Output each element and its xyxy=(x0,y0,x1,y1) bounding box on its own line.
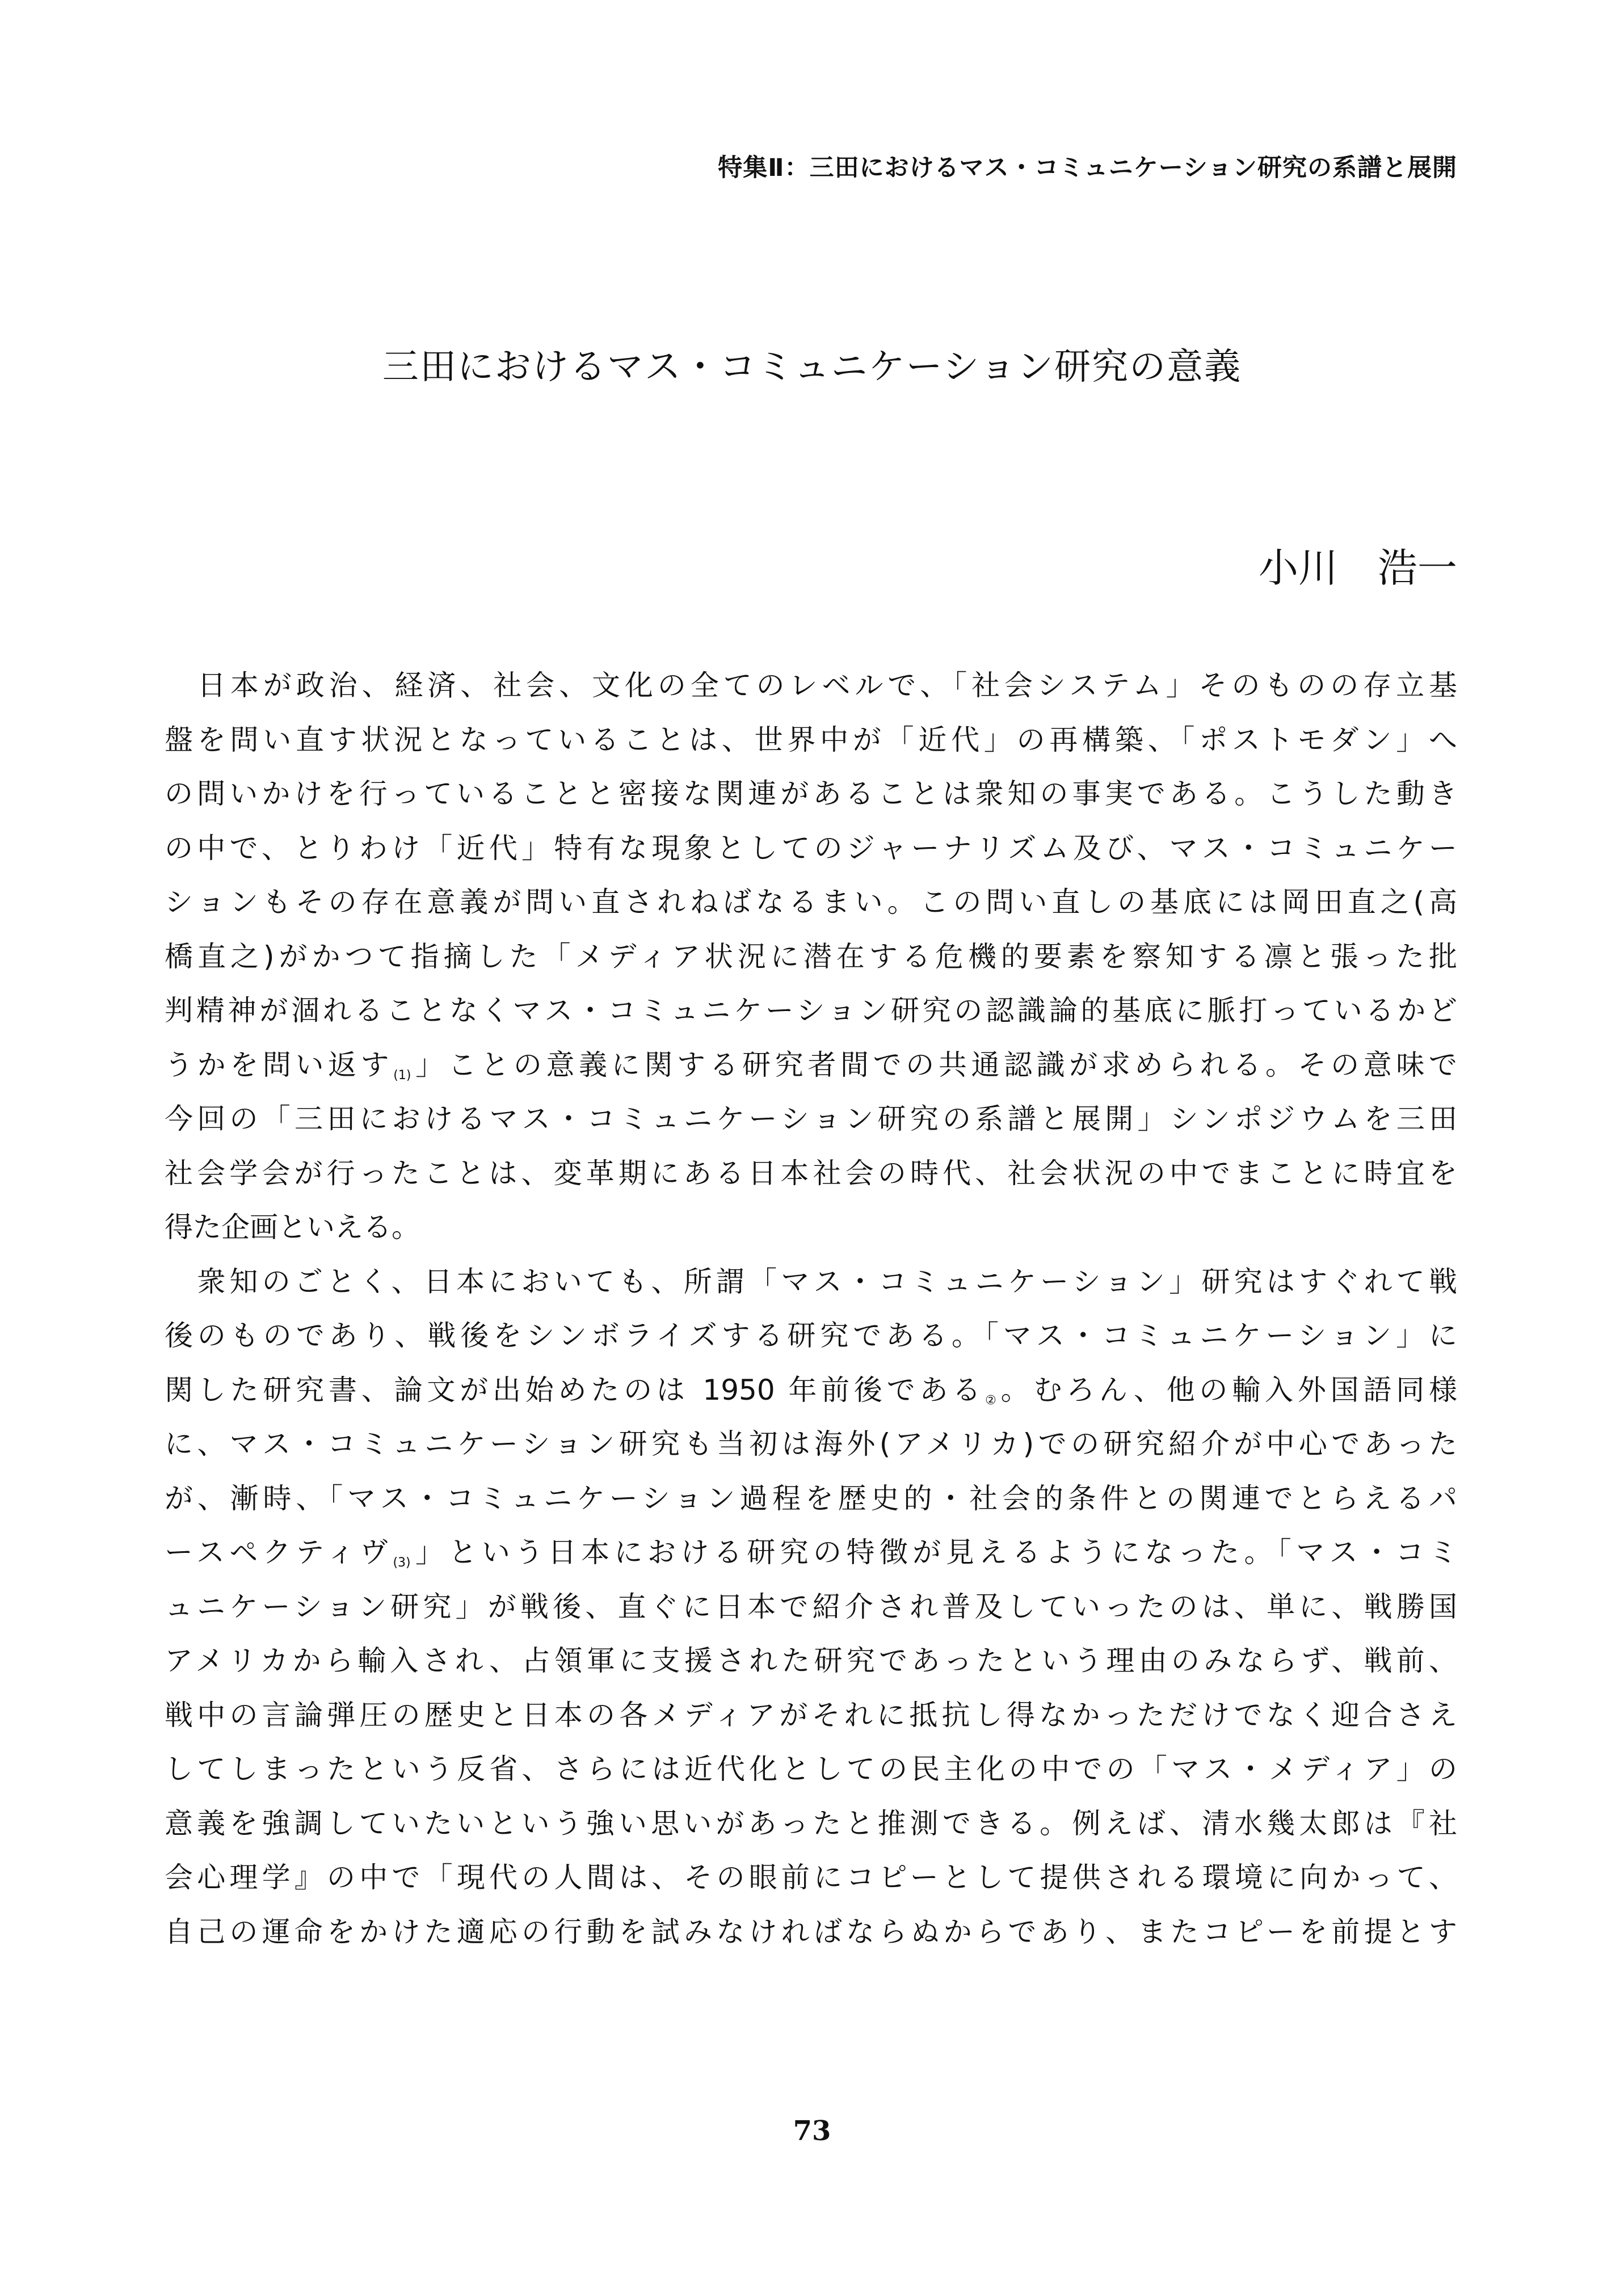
page-number: 73 xyxy=(793,2115,831,2147)
text-segment: 判精神が涸れることなくマス・コミュニケーション研究の認識論的基底に脈打っているかど xyxy=(165,994,1457,1027)
text-line xyxy=(165,827,1457,881)
text-line xyxy=(165,718,1457,773)
text-line xyxy=(165,1260,1457,1315)
footnote-marker: (1) xyxy=(393,1068,411,1083)
text-segment: ションもその存在意義が問い直されねばなるまい。この問い直しの基底には岡田直之(高 xyxy=(165,886,1457,919)
running-head: 特集Ⅱ：三田におけるマス・コミュニケーション研究の系譜と展開 xyxy=(718,154,1457,182)
footnote-marker: ② xyxy=(985,1393,1001,1408)
text-line xyxy=(165,1043,1457,1098)
text-line xyxy=(165,881,1457,935)
text-segment: 後のものであり、戦後をシンボライズする研究である。「マス・コミュニケーション」に xyxy=(165,1319,1457,1352)
text-line xyxy=(165,1368,1457,1423)
text-segment: ュニケーション研究」が戦後、直ぐに日本で紹介され普及していったのは、単に、戦勝国 xyxy=(165,1590,1457,1623)
text-line xyxy=(165,1802,1457,1856)
text-segment: 。むろん、他の輸入外国語同様 xyxy=(1000,1373,1457,1407)
text-segment: 日本が政治、経済、社会、文化の全てのレベルで、「社会システム」そのものの存立基 xyxy=(165,669,1457,702)
text-segment: 得た企画といえる。 xyxy=(165,1211,420,1244)
text-segment: 橋直之)がかつて指摘した「メディア状況に潜在する危機的要素を察知する凛と張った批 xyxy=(165,940,1457,973)
text-line xyxy=(165,1477,1457,1531)
text-line xyxy=(165,1422,1457,1477)
text-segment: 戦中の言論弾圧の歴史と日本の各メディアがそれに抵抗し得なかっただけでなく迎合さえ xyxy=(165,1698,1457,1732)
author-name: 小川 浩一 xyxy=(1259,545,1457,591)
text-line xyxy=(165,664,1457,718)
body-text xyxy=(165,664,1457,1964)
text-line xyxy=(165,772,1457,827)
text-segment: アメリカから輸入され、占領軍に支援された研究であったという理由のみならず、戦前、 xyxy=(165,1644,1457,1677)
text-segment: の問いかけを行っていることと密接な関連があることは衆知の事実である。こうした動き xyxy=(165,777,1457,810)
text-segment: してしまったという反省、さらには近代化としての民主化の中での「マス・メディア」の xyxy=(165,1753,1457,1786)
text-line xyxy=(165,1747,1457,1802)
text-segment: に、マス・コミュニケーション研究も当初は海外(アメリカ)での研究紹介が中心であった xyxy=(165,1427,1457,1460)
text-segment: 今回の「三田におけるマス・コミュニケーション研究の系譜と展開」シンポジウムを三田 xyxy=(165,1102,1457,1135)
text-line xyxy=(165,1856,1457,1910)
text-line xyxy=(165,989,1457,1043)
text-segment: 会心理学』の中で「現代の人間は、その眼前にコピーとして提供される環境に向かって、 xyxy=(165,1861,1457,1894)
text-segment: の中で、とりわけ「近代」特有な現象としてのジャーナリズム及び、マス・コミュニケー xyxy=(165,831,1457,865)
text-line xyxy=(165,1206,1457,1260)
text-segment: 盤を問い直す状況となっていることは、世界中が「近代」の再構築、「ポストモダン」へ xyxy=(165,723,1457,756)
text-line xyxy=(165,1531,1457,1585)
text-segment: 社会学会が行ったことは、変革期にある日本社会の時代、社会状況の中でまことに時宜を xyxy=(165,1156,1457,1190)
text-line xyxy=(165,935,1457,989)
text-segment: 関した研究書、論文が出始めたのは 1950 年前後である xyxy=(165,1373,986,1407)
text-segment: 自己の運命をかけた適応の行動を試みなければならぬからであり、またコピーを前提とす xyxy=(165,1915,1457,1948)
text-line xyxy=(165,1152,1457,1206)
text-line xyxy=(165,1910,1457,1965)
text-line xyxy=(165,1585,1457,1640)
text-segment: 」という日本における研究の特徴が見えるようになった。「マス・コミ xyxy=(410,1536,1458,1569)
text-line xyxy=(165,1694,1457,1748)
text-segment: が、漸時、「マス・コミュニケーション過程を歴史的・社会的条件との関連でとらえるパ xyxy=(165,1481,1457,1515)
text-segment: 衆知のごとく、日本においても、所謂「マス・コミュニケーション」研究はすぐれて戦 xyxy=(165,1265,1457,1298)
text-line xyxy=(165,1639,1457,1694)
text-segment: 意義を強調していたいという強い思いがあったと推測できる。例えば、清水幾太郎は『社 xyxy=(165,1806,1457,1840)
footnote-marker: (3) xyxy=(393,1556,411,1570)
text-line xyxy=(165,1314,1457,1368)
text-segment: うかを問い返す xyxy=(165,1048,394,1081)
text-segment: ースペクティヴ xyxy=(165,1536,393,1569)
article-title: 三田におけるマス・コミュニケーション研究の意義 xyxy=(382,346,1242,388)
text-segment: 」ことの意義に関する研究者間での共通認識が求められる。その意味で xyxy=(411,1048,1458,1081)
text-line xyxy=(165,1097,1457,1152)
